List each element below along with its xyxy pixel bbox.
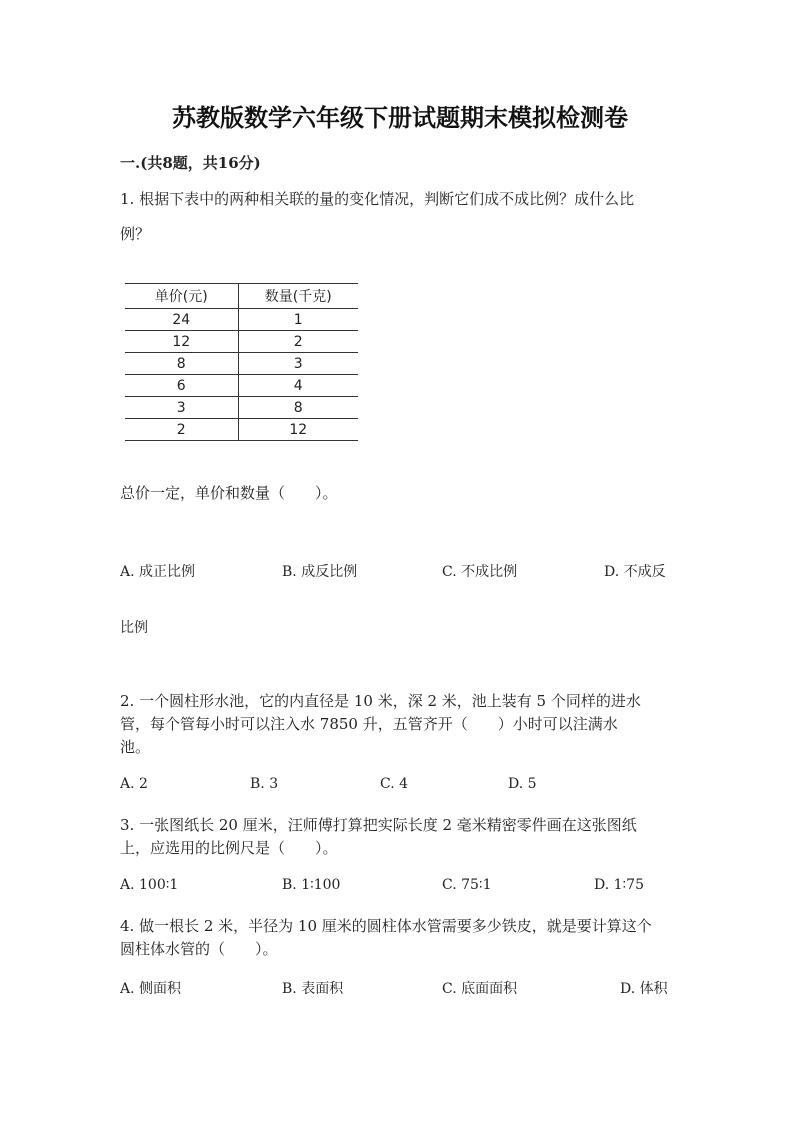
q3-option-c: C. 75∶1 [442,877,492,893]
q4-text-line1: 4. 做一根长 2 米，半径为 10 厘米的圆柱体水管需要多少铁皮，就是要计算这个 [120,917,652,935]
table-cell: 3 [125,397,238,419]
q3-option-a: A. 100∶1 [120,877,179,893]
q2-option-a: A. 2 [120,776,148,792]
table-header-cell: 数量(千克) [238,284,358,309]
table-header-cell: 单价(元) [125,284,238,309]
page-title: 苏教版数学六年级下册试题期末模拟检测卷 [172,104,628,132]
q1-option-d: D. 不成反 [604,564,666,580]
table-cell: 12 [238,419,358,441]
section-heading: 一.(共8题，共16分) [120,154,261,172]
q4-option-d: D. 体积 [620,981,668,997]
table-cell: 2 [238,331,358,353]
q2-option-d: D. 5 [508,776,537,792]
q2-text-line1: 2. 一个圆柱形水池，它的内直径是 10 米，深 2 米，池上装有 5 个同样的进水 [120,692,641,710]
q4-option-a: A. 侧面积 [120,981,182,997]
q1-option-a: A. 成正比例 [120,564,196,580]
q1-prompt: 总价一定，单价和数量（ ）。 [120,484,338,502]
q2-option-c: C. 4 [380,776,409,792]
q3-text-line2: 上，应选用的比例尺是（ ）。 [120,839,338,857]
table-row [125,419,358,441]
table-row [125,309,358,331]
table-cell: 6 [125,375,238,397]
table-row [125,397,358,419]
table-header-row [125,284,358,309]
q4-text-line2: 圆柱体水管的（ ）。 [120,940,278,958]
q1-text-line1: 1. 根据下表中的两种相关联的量的变化情况，判断它们成不成比例？成什么比 [120,190,635,208]
q3-text-line1: 3. 一张图纸长 20 厘米，汪师傅打算把实际长度 2 毫米精密零件画在这张图纸 [120,816,637,834]
table-cell: 8 [238,397,358,419]
table-row [125,331,358,353]
table-row [125,353,358,375]
table-row [125,375,358,397]
table-cell: 12 [125,331,238,353]
q4-option-c: C. 底面面积 [442,981,518,997]
table-cell: 4 [238,375,358,397]
q2-option-b: B. 3 [250,776,279,792]
q1-option-d-continued: 比例 [120,620,148,636]
q3-option-d: D. 1∶75 [594,877,644,893]
q2-text-line3: 池。 [120,738,151,756]
q2-text-line2: 管，每个管每小时可以注入水 7850 升，五管齐开（ ）小时可以注满水 [120,715,618,733]
q1-data-table [125,283,358,441]
table-cell: 2 [125,419,238,441]
q3-option-b: B. 1∶100 [282,877,341,893]
table-cell: 8 [125,353,238,375]
q1-text-line2: 例？ [120,225,151,243]
q1-option-c: C. 不成比例 [442,564,518,580]
table-cell: 24 [125,309,238,331]
q1-option-b: B. 成反比例 [282,564,358,580]
table-cell: 1 [238,309,358,331]
table-cell: 3 [238,353,358,375]
q4-option-b: B. 表面积 [282,981,344,997]
